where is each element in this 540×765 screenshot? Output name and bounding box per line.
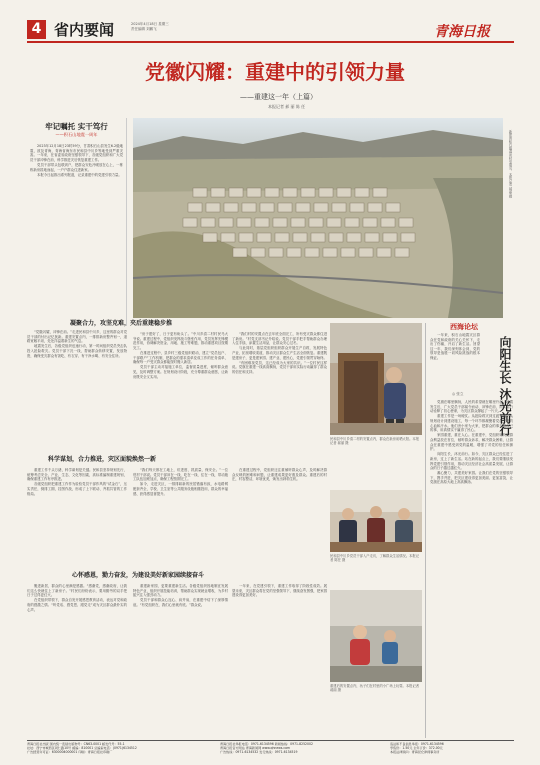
commentary-text-a	[430, 333, 480, 388]
paragraph: “我们每天都在工地上，盯进度、抓质量、保安全。”一位驻村干部说。党员干部冲在一线，吃在一线、住在一线，带动施工队伍加班加点，确保工程按期完工。	[133, 468, 228, 482]
section-1-heading: 凝聚合力，攻坚克难，夹后重建稳步推	[70, 320, 173, 327]
section-2-text-c	[232, 468, 327, 568]
paragraph: 向阳生长，沐光前行。如今，灾区群众已经住进了新房，过上了新生活。站在新的起点上，我们要继续发挥党建引领作用，推动灾区经济社会高质量发展，让群众的日子越过越红火。	[430, 452, 513, 471]
paragraph: 家园重建，重在人心。在重建中，党组织始终把群众利益放在首位，倾听群众诉求，解决群众困难，让群众在重建中感受到党的温暖，增强了对党的信任和拥护。	[430, 433, 513, 452]
paragraph: 党员干部和群众心连心、肩并肩，在重建中结下了深厚情谊。“有党组织在，我们心里就有底。”群众说。	[133, 598, 228, 607]
lead-headline: 党徽闪耀：重建中的引领力量	[145, 60, 405, 84]
paragraph: 本报今日起推出系列报道，记录重建中的党建引领力量。	[37, 172, 122, 177]
photo-caption-2: 民和县中川乡党员干部入户走访，了解群众生活情况。本报记者 陈任 摄	[330, 554, 420, 563]
children-image	[330, 590, 422, 682]
photo-children-playing	[330, 590, 422, 682]
editor-credit: 责任编辑 刘鹏飞	[131, 27, 157, 31]
paragraph: 在党组织带领下，群众自发开展感恩教育活动，表达对党和政府的感激之情。“听党话、感党恩、跟党走”成为灾区群众最朴实的心声。	[27, 598, 127, 612]
footer-rule	[27, 740, 514, 741]
paragraph: 重建工作是一场硬仗。从抢险救灾到过渡安置，从规划设计到建设施工，每一个环节都凝聚着党员干部的心血和汗水。他们舍小家为大家，把群众的事当成自己的事，用真情实干赢得了民心。	[430, 414, 513, 433]
lead-intro-text	[27, 330, 127, 448]
footer-line: 广告经营许可证：6300004000001 印刷：青海日报社印刷厂	[27, 750, 113, 755]
intro-box-subtitle: ——积石山地震一周年	[55, 132, 98, 137]
footer-left	[27, 742, 197, 755]
page-number-badge	[27, 20, 46, 39]
photo-caption-1: 民和县中川乡清二村的安置点内，群众在新房前晒太阳。本报记者 郝丽 摄	[330, 437, 420, 446]
footer-line: 青海日报官方网站 青海新闻网 www.qhnews.com	[220, 746, 290, 751]
intro-box-title: 牢记嘱托 实干笃行	[45, 122, 108, 131]
paragraph: 重建工作千头万绪，科学谋划是关键。民和县坚持规划先行，统筹考虑安全、产业、生态、文化等因素，高标准编制重建规划，确保重建工作有序推进。	[27, 468, 127, 482]
footer-line: 本报法律顾问：青海昆仑律师事务所	[390, 750, 440, 755]
section-1-text-b	[232, 332, 327, 448]
intro-box-text	[27, 144, 126, 314]
issue-date: 2024年4月18日 星期三	[131, 22, 169, 26]
footer-line: 青海日报社出版 国内统一连续出版物号：CN63-0001 邮发代号：55-1	[27, 742, 125, 746]
section-title: 省内要闻	[54, 21, 115, 39]
header-rule	[27, 41, 514, 43]
paragraph: “党徽闪耀，冲锋在前。”走进民和县中川乡，这里的群众对党员干部的付出记忆犹新。重建安置点内，一排排新房整齐划一，道路宽敞平坦，处处洋溢着新生的气息。	[27, 330, 127, 344]
paragraph: 搬进新居，群众的心里满是感激。“感谢党，感谢政府，让我们这么快就住上了新房子。”村民们纷纷表示，要用勤劳的双手把日子过得更红火。	[27, 584, 127, 598]
paragraph: 重建新家园，更要重建新生活。各级党组织因地制宜发展特色产业，组织开展技能培训，帮助群众实现就业增收，为乡村振兴注入强劲动力。	[133, 584, 228, 598]
paragraph: 党旗在哪里飘扬，人民的希望就在哪里升起。地震发生后，广大党员干部闻令而动、冲锋在前，用实际行动诠释了初心使命，为灾区群众撑起了一片天。	[430, 400, 513, 414]
section-3-text-a	[27, 584, 127, 734]
photo-caption-3: 重建后的安置点内，孩子们在村里的小广场上玩耍。本报记者 郝丽 摄	[330, 684, 420, 693]
intro-box	[27, 118, 127, 326]
header-meta	[131, 22, 231, 32]
footer-right	[390, 742, 514, 755]
lead-byline: 本报记者 郝 丽 陈 任	[268, 104, 306, 109]
paragraph: 各级党组织把重建工作作为检验党员干部作风的“试金石”，压实责任，倒排工期，挂图作战，形成了上下联动、齐抓共管的工作格局。	[27, 482, 127, 496]
photo-cadre-visit	[330, 490, 422, 552]
footer-line: 广告热线：0971-6134532 发行热线：0971-6134519	[220, 750, 298, 755]
commentary-badge: 西海论坛	[450, 322, 478, 331]
aerial-photo-caption: 新建的积石镇温泉村安置点。本报记者 郝丽 摄	[508, 130, 512, 199]
village-aerial-image	[133, 118, 503, 318]
commentary-title-text: 向阳生长 沐光前行	[498, 336, 512, 437]
paragraph: 在推进过程中，县乡村三级党组织联动，建立“党员包户、干部联户”工作机制，把群众的需求清单变成工作的任务清单，确保每一户受灾群众都能按时搬入新居。	[133, 350, 228, 365]
section-3-heading: 心怀感恩，勠力奋发，为建设美好新家园续接奋斗	[72, 572, 205, 579]
page-number: 4	[31, 21, 42, 37]
paragraph: 党员干部带头包联到户，把群众安危冷暖放在心上，一栋栋新房拔地而起，一户户群众住进新家。	[30, 162, 123, 172]
footer-line: 青海日报社举报电话：0971-6134596 新闻热线：0971-8252002	[220, 742, 313, 746]
section-3-text-b	[133, 584, 228, 734]
villager-image	[330, 323, 422, 435]
paragraph: 地震发生后，各级党组织迅速行动，第一时间组织党员突击队投入抢险救灾。党员干部下沉一线，帮助群众转移安置，发放物资，确保受灾群众有饭吃、有衣穿、有干净水喝、有安全住所。	[27, 344, 127, 358]
paragraph: 在重建过程中，党组织还注重倾听群众心声，及时解决群众反映的困难和问题，让重建成果更好惠及群众。重建后的村庄，村容整洁，环境优美，焕发出勃勃生机。	[232, 468, 327, 482]
footer-line: 零售价：1.50元 全年订价：372.00元	[390, 746, 443, 751]
footer-line: 违法和不良信息举报：0971-6134596	[390, 742, 444, 746]
masthead-logo: 青海日报	[434, 24, 490, 40]
footer-line: 社址：西宁市城西区同仁路10号 邮编：810001 总编室电话：(0971)6134512	[27, 746, 137, 751]
section-3-text-c	[232, 584, 327, 734]
commentary-author: ◎ 张立	[452, 392, 464, 396]
paragraph: 党员干部主动对接施工单位，监督质量进度，倾听群众意见，及时调整方案。在规划设计阶段，充分尊重群众意愿，让新房既安全又实用。	[133, 365, 228, 379]
paragraph: 一年来，在党建引领下，重建工作取得了阶段性成效。展望未来，灾区群众将在党的坚强领导下，继续奋发图强，把家园建设得更加美好。	[232, 584, 327, 598]
section-2-text-a	[27, 468, 127, 568]
paragraph: “有困难找党员，这已经成为大家的共识。”一位村民这样说。党旗在重建一线高高飘扬，党员干部用实际行动赢得了群众的信任和支持。	[232, 360, 327, 374]
paragraph: 一年来，积石山地震灾区群众在党和政府的关心关怀下，走出了伤痛，开启了新生活。回望这一年，我们深刻体会到，党的领导是战胜一切风险挑战的根本保证。	[430, 333, 480, 360]
section-2-text-b	[133, 468, 228, 568]
cadre-visit-image	[330, 490, 422, 552]
paragraph: 凝心聚力，共建美好家园。让我们在党的坚强领导下，携手并进，把灾区建设得更加美丽、更加富饶，让党旗在高原大地上高高飘扬。	[430, 471, 513, 485]
section-1-text-a	[133, 332, 228, 448]
section-2-heading: 科学谋划，合力推进，灾区面貌焕然一新	[48, 456, 157, 463]
paragraph: 与此同时，基层党组织组织群众开展生产自救，发展特色产业，拓宽增收渠道，推动灾区群众生产生活全面恢复。重建既是建房子，更是建家园、建产业、建民心，党建引领贯穿始终。	[232, 346, 327, 360]
aerial-photo	[133, 118, 503, 318]
footer-mid	[220, 742, 370, 755]
paragraph: 如今，走进灾区，一排排崭新的民居错落有致，水电路网配套齐全，学校、卫生室等公共服务设施相继投用，群众的幸福感、获得感显著提升。	[133, 482, 228, 496]
commentary-text-b	[430, 400, 513, 735]
photo-villager-doorway	[330, 323, 422, 435]
paragraph: “房子建好了，日子更有盼头了。”中川乡清二村村民马大爷说。重建过程中，党组织发挥战斗堡垒作用，党员发挥先锋模范作用，协调解决资金、用地、施工等难题，推动重建项目按期完工。	[133, 332, 228, 350]
lead-subtitle: ——重建这一年（上篇）	[240, 93, 317, 101]
commentary-divider	[425, 323, 426, 738]
paragraph: “我们村的安置点在去年底全面完工，所有受灾群众都住进了新房。”村党支部书记介绍说。党员干部手把手帮助群众办理入住手续、添置生活用品，让群众安心过冬。	[232, 332, 327, 346]
paragraph: 2023年12月18日23时59分，甘肃积石山县发生6.2级地震，波及青海，青海省海东市民和县中川乡等地受到严重灾害。一年来，在省委省政府坚强领导下，各级党组织和广大党员干部冲锋在前，科学推进灾后恢复重建工作。	[30, 144, 123, 162]
